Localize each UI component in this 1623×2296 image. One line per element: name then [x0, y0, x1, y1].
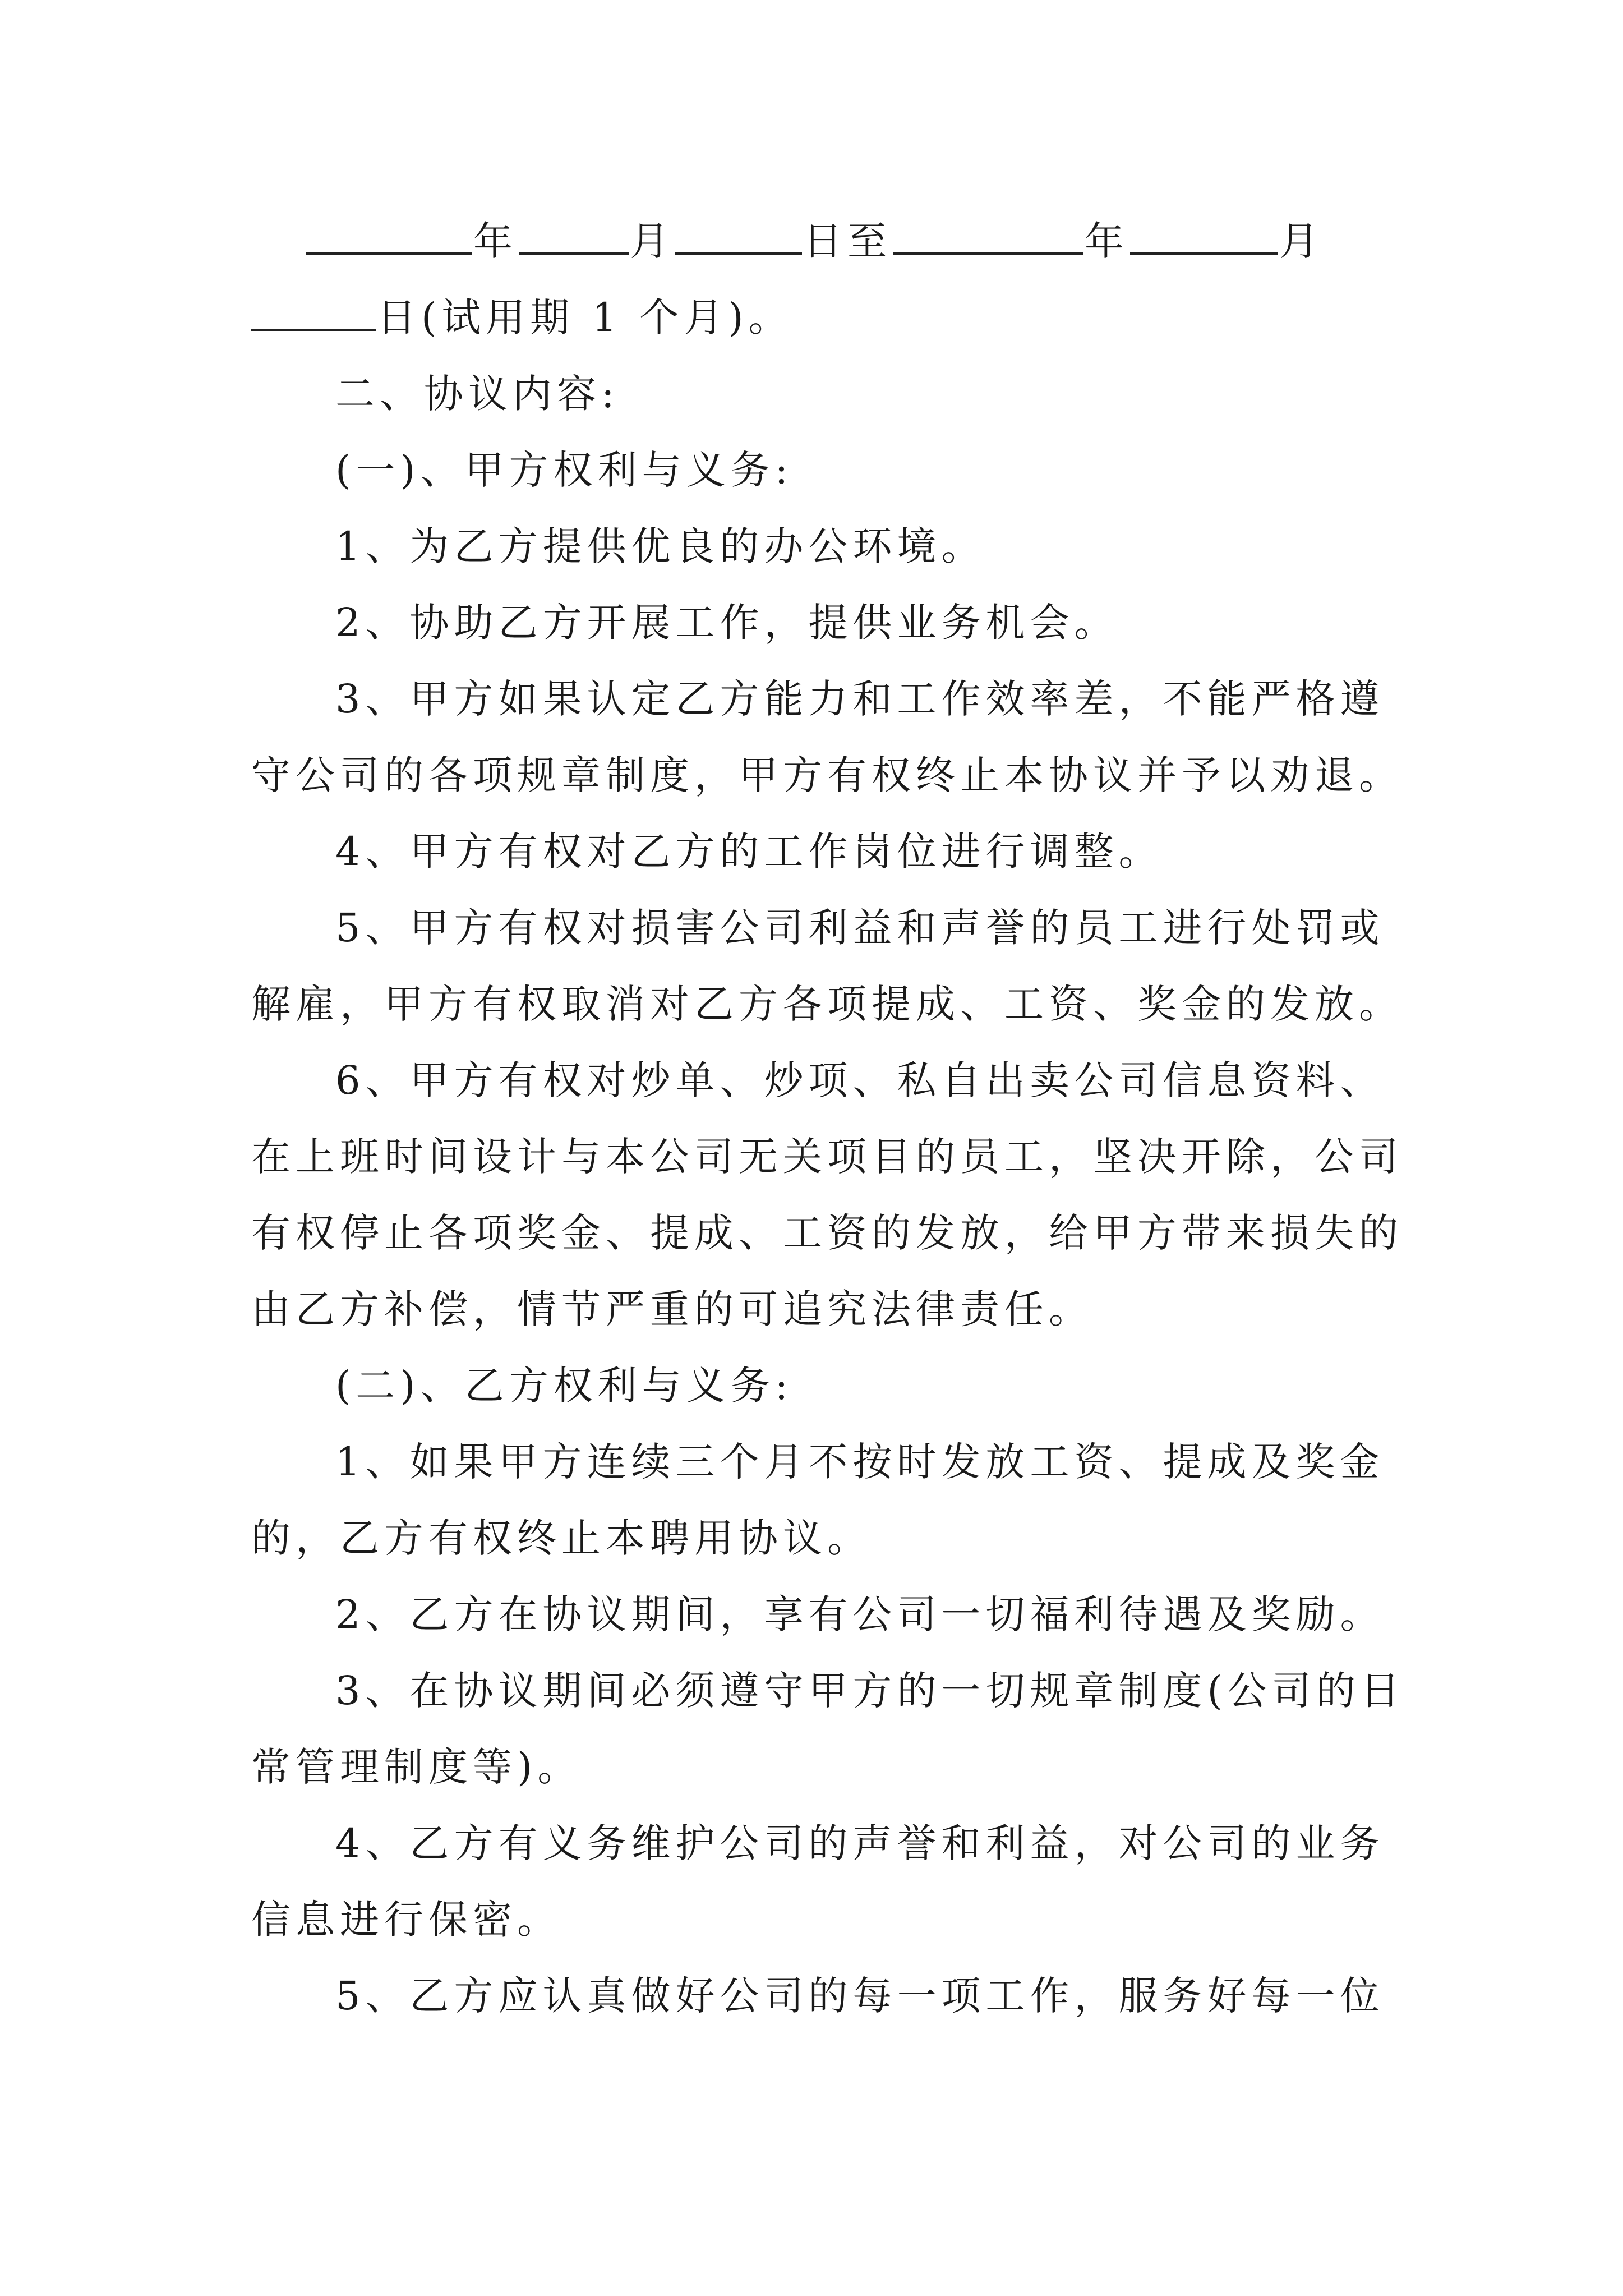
party-a-item-1: 1、为乙方提供优良的办公环境。: [335, 523, 986, 569]
day-blank-start[interactable]: [675, 219, 802, 255]
party-b-item-4-cont: 信息进行保密。: [251, 1897, 561, 1943]
party-a-item-3-cont: 守公司的各项规章制度，甲方有权终止本协议并予以劝退。: [251, 752, 1403, 798]
party-b-item-5: 5、乙方应认真做好公司的每一项工作，服务好每一位: [335, 1973, 1385, 2019]
party-a-item-6: 6、甲方有权对炒单、炒项、私自出卖公司信息资料、: [335, 1057, 1385, 1103]
subsection-title-party-b: (二)、乙方权利与义务:: [335, 1363, 794, 1409]
section-heading: 二、协议内容:: [335, 371, 620, 417]
year-blank-end[interactable]: [893, 219, 1083, 255]
day-to-label: 日至: [803, 218, 892, 264]
party-a-item-6-cont: 在上班时间设计与本公司无关项目的员工，坚决开除，公司: [251, 1134, 1403, 1180]
year-label: 年: [1085, 218, 1129, 264]
month-blank-start[interactable]: [519, 219, 629, 255]
day-blank-end[interactable]: [251, 295, 376, 331]
party-b-item-1: 1、如果甲方连续三个月不按时发放工资、提成及奖金: [335, 1439, 1385, 1485]
month-label: 月: [630, 218, 674, 264]
date-range-line-2: [251, 279, 1390, 356]
party-a-item-6-cont: 有权停止各项奖金、提成、工资的发放，给甲方带来损失的: [251, 1210, 1403, 1256]
party-b-item-4: 4、乙方有义务维护公司的声誉和利益，对公司的业务: [335, 1820, 1385, 1866]
month-label: 月: [1279, 218, 1324, 264]
party-a-item-6-cont: 由乙方补偿，情节严重的可追究法律责任。: [251, 1286, 1093, 1332]
month-blank-end[interactable]: [1130, 219, 1278, 255]
document-body: [251, 203, 1405, 2034]
party-b-item-2: 2、乙方在协议期间，享有公司一切福利待遇及奖励。: [335, 1591, 1385, 1637]
year-label: 年: [473, 218, 518, 264]
party-b-item-3: 3、在协议期间必须遵守甲方的一切规章制度(公司的日: [335, 1668, 1405, 1714]
party-b-item-3-cont: 常管理制度等)。: [251, 1744, 582, 1790]
party-a-item-5-cont: 解雇，甲方有权取消对乙方各项提成、工资、奖金的发放。: [251, 981, 1403, 1027]
probation-text: 日(试用期 1 个月)。: [377, 295, 793, 341]
year-blank-start[interactable]: [306, 219, 472, 255]
party-a-item-3: 3、甲方如果认定乙方能力和工作效率差，不能严格遵: [335, 676, 1385, 722]
party-a-item-5: 5、甲方有权对损害公司利益和声誉的员工进行处罚或: [335, 905, 1385, 951]
subsection-title-party-a: (一)、甲方权利与义务:: [335, 447, 794, 493]
party-a-item-4: 4、甲方有权对乙方的工作岗位进行调整。: [335, 829, 1163, 875]
date-range-line: [251, 203, 1390, 279]
party-b-item-1-cont: 的，乙方有权终止本聘用协议。: [251, 1515, 872, 1561]
party-a-item-2: 2、协助乙方开展工作，提供业务机会。: [335, 600, 1119, 646]
